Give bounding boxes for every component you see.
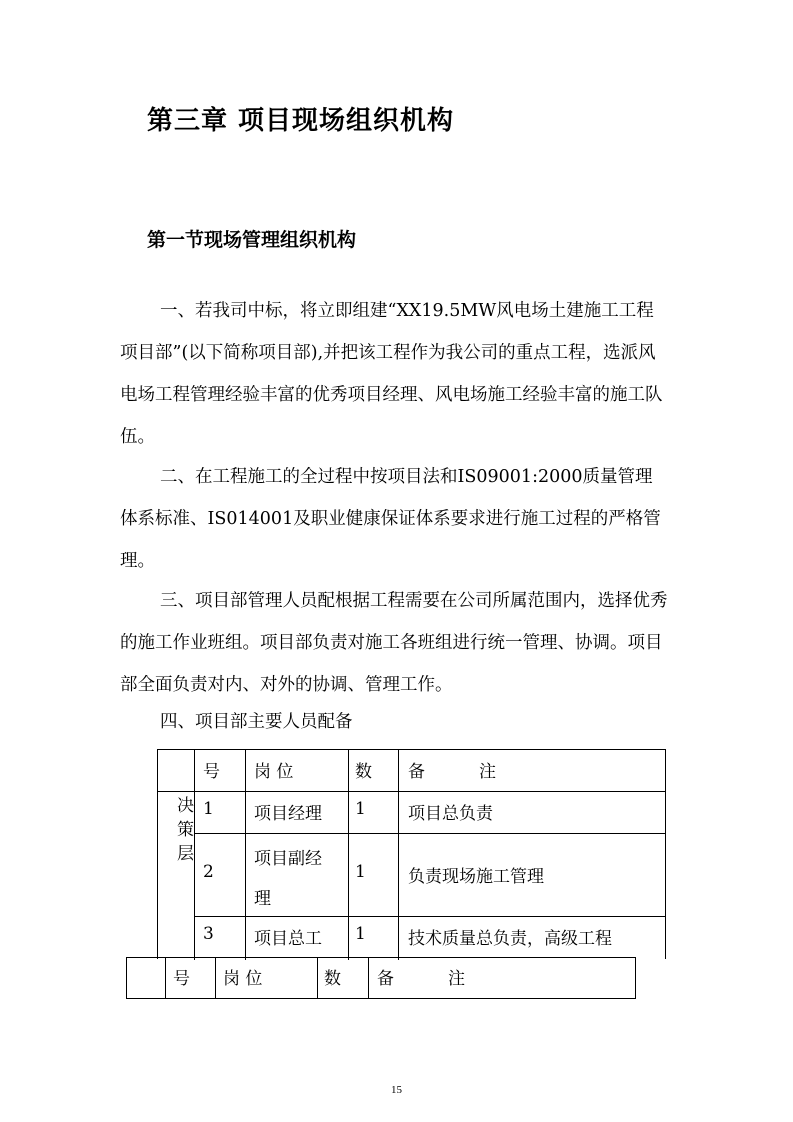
paragraph-4: 四、项目部主要人员配备 [160, 712, 353, 732]
row-2-no: 2 [203, 862, 214, 882]
row-2-count: 1 [355, 862, 366, 882]
paragraph-1: 一、若我司中标，将立即组建“XX19.5MW风电场土建施工工程项目部”(以下简称项目部),并把该工程作为我公司的重点工程，选派风电场工程管理经验丰富的优秀项目经理、风电场施工经验丰富的施工队伍。 [120, 301, 663, 447]
row-2-position: 项目副经理 [254, 849, 322, 909]
table-col-divider [165, 958, 166, 998]
header-remark: 备 注 [408, 762, 497, 782]
row-1-count: 1 [355, 799, 366, 819]
row-3-count: 1 [355, 924, 366, 944]
table-col-divider [317, 958, 318, 998]
table-row-divider [158, 791, 665, 792]
row-1-no: 1 [203, 799, 214, 819]
row-2-remark: 负责现场施工管理 [408, 867, 544, 887]
repeat-header-no: 号 [173, 969, 190, 989]
section-title: 第一节现场管理组织机构 [147, 229, 357, 251]
repeat-header-table [126, 957, 636, 999]
table-col-divider [368, 958, 369, 998]
repeat-header-position: 岗 位 [223, 969, 263, 989]
header-position: 岗 位 [254, 762, 294, 782]
header-no: 号 [203, 762, 220, 782]
table-col-divider [398, 750, 399, 960]
row-1-position: 项目经理 [254, 804, 322, 824]
repeat-header-remark: 备 注 [377, 969, 466, 989]
chapter-title: 第三章 项目现场组织机构 [147, 106, 455, 136]
table-col-divider [348, 750, 349, 960]
group-label: 决策层 [177, 796, 194, 864]
table-col-divider [215, 958, 216, 998]
paragraph-3: 三、项目部管理人员配根据工程需要在公司所属范围内，选择优秀的施工作业班组。项目部负责对施工各班组进行统一管理、协调。项目部全面负责对内、对外的协调、管理工作。 [120, 591, 668, 695]
header-count: 数 [355, 762, 372, 782]
table-col-divider [245, 750, 246, 960]
row-3-remark: 技术质量总负责，高级工程 [408, 929, 612, 949]
staff-table [157, 749, 666, 959]
row-3-no: 3 [203, 924, 214, 944]
row-1-remark: 项目总负责 [408, 804, 493, 824]
repeat-header-count: 数 [324, 969, 341, 989]
page-number: 15 [391, 1084, 402, 1096]
paragraph-2: 二、在工程施工的全过程中按项目法和IS09001:2000质量管理体系标准、IS014001及职业健康保证体系要求进行施工过程的严格管理。 [120, 467, 661, 571]
table-row-divider [194, 833, 665, 834]
row-3-position: 项目总工 [254, 929, 322, 949]
